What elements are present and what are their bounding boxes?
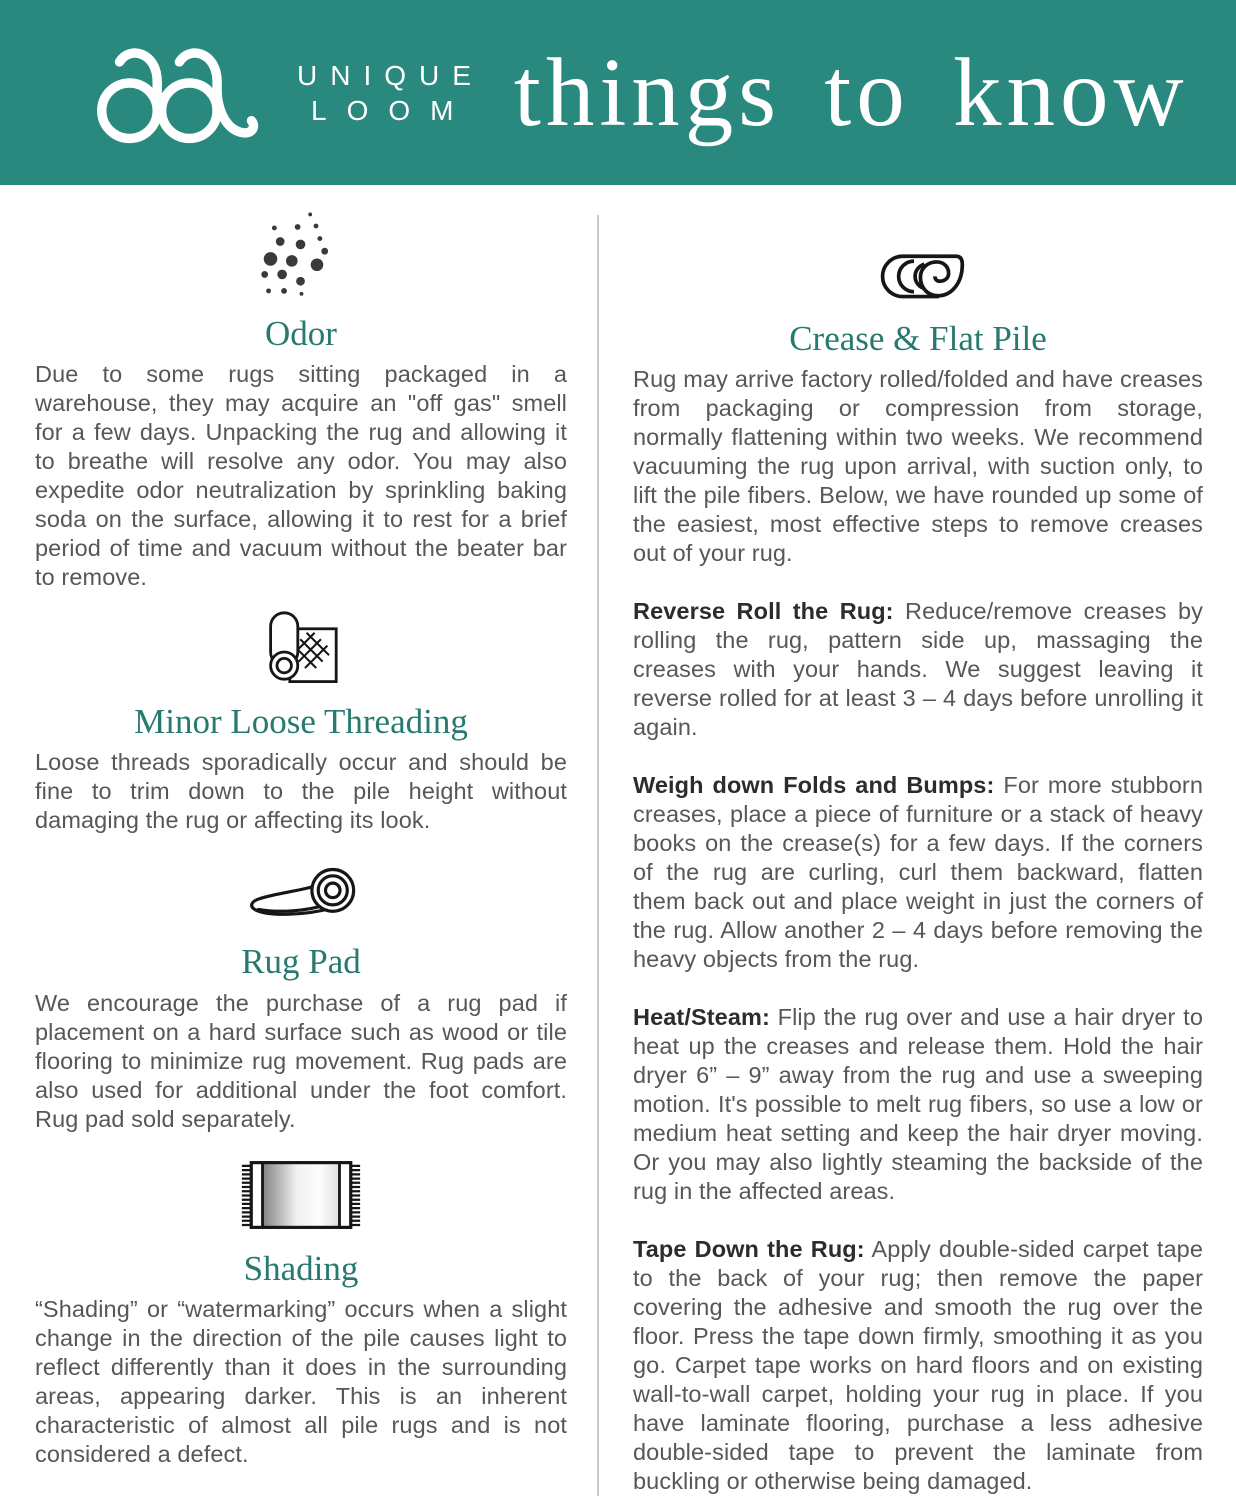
crease-step-text: Flip the rug over and use a hair dryer to heat up the creases and release them. Hold the hair dryer 6” – 9” away from the rug and use a sweeping motion. It's possible to melt rug fibers, so use a low or medium heat setting and keep the hair dryer moving. Or you may also lightly steaming the backside of the rug in the affected areas. <box>633 1004 1203 1205</box>
section-heading-rug-pad: Rug Pad <box>241 942 361 982</box>
section-body-shading: “Shading” or “watermarking” occurs when a slight change in the direction of the pile causes light to reflect differently than it does in the surrounding areas, appearing darker. This is an inherent characteristic of almost all pile rugs and is not considered a defect. <box>35 1295 567 1467</box>
section-body-loose-threading: Loose threads sporadically occur and should be fine to trim down to the pile height without damaging the rug or affecting its look. <box>35 749 567 834</box>
rolled-rug-icon <box>865 245 971 303</box>
section-heading-loose-threading: Minor Loose Threading <box>134 702 468 742</box>
rug-pad-roll-icon <box>242 862 360 926</box>
crease-step-text: Apply double-sided carpet tape to the back of your rug; then remove the paper covering the adhesive and smooth the rug over the floor. Press the tape down firmly, smoothing it as you go. Carpet tape works on hard floors and on existing wall-to-wall carpet, holding your rug in place. If you have laminate flooring, purchase a less adhesive double-sided tape to prevent the laminate from buckling or otherwise being damaged. <box>633 1236 1203 1495</box>
section-heading-shading: Shading <box>243 1248 359 1288</box>
brand-name-line2: LOOM <box>311 94 474 126</box>
brand-logo <box>78 32 484 154</box>
crease-step-heat-steam <box>633 1003 1203 1206</box>
section-body-odor: Due to some rugs sitting packaged in a warehouse, they may acquire an "off gas" smell for a few days. Unpacking the rug and allowing it to breathe will resolve any odor. You may also expedite odor neutralization by sprinkling baking soda on the surface, allowing it to rest for a brief period of time and vacuum without the beater bar to remove. <box>35 361 567 591</box>
section-heading-odor: Odor <box>265 314 337 353</box>
section-rug-pad <box>35 862 567 1133</box>
brand-name <box>297 58 484 128</box>
crease-step-text: Reduce/remove creases by rolling the rug, pattern side up, massaging the creases with your hands. We suggest leaving it reverse rolled for at least 3 – 4 days before unrolling it again. <box>633 598 1204 741</box>
crease-step-label: Weigh down Folds and Bumps: <box>633 772 995 799</box>
crease-step-reverse-roll <box>633 597 1203 742</box>
loose-thread-rug-icon <box>261 606 341 690</box>
header-banner <box>0 0 1236 185</box>
shading-rug-icon <box>240 1159 362 1231</box>
left-column <box>35 185 567 1500</box>
crease-intro: Rug may arrive factory rolled/folded and have creases from packaging or compression from storage, normally flattening within two weeks. We recommend vacuuming the rug upon arrival, with suction only, to lift the pile fibers. Below, we have rounded up some of the easiest, most effective steps to remove creases out of your rug. <box>633 366 1203 567</box>
section-heading-crease: Crease & Flat Pile <box>789 319 1047 358</box>
page-title: things to know <box>513 39 1189 146</box>
crease-step-tape-down <box>633 1235 1203 1496</box>
section-body-rug-pad: We encourage the purchase of a rug pad if placement on a hard surface such as wood or tile flooring to minimize rug movement. Rug pads are also used for additional under the foot comfort. Rug pad sold separately. <box>35 989 567 1132</box>
content-columns <box>0 185 1236 1500</box>
right-column <box>633 185 1203 1500</box>
crease-step-text: For more stubborn creases, place a piece of furniture or a stack of heavy books on the crease(s) for a few days. If the corners of the rug are curling, curl them backward, flatten them back out and place weight in just the corners of the rug. Allow another 2 – 4 days before removing the heavy objects from the rug. <box>633 772 1203 973</box>
column-divider <box>597 215 599 1496</box>
brand-name-line1: UNIQUE <box>297 59 484 91</box>
crease-step-label: Tape Down the Rug: <box>633 1236 865 1263</box>
section-odor <box>35 208 567 592</box>
section-shading <box>35 1159 567 1469</box>
crease-step-weigh-down <box>633 771 1203 974</box>
odor-dots-icon <box>255 208 347 306</box>
section-loose-threading <box>35 606 567 835</box>
crease-step-label: Reverse Roll the Rug: <box>633 598 894 625</box>
crease-step-label: Heat/Steam: <box>633 1004 770 1031</box>
unique-loom-logo-icon <box>78 32 283 154</box>
